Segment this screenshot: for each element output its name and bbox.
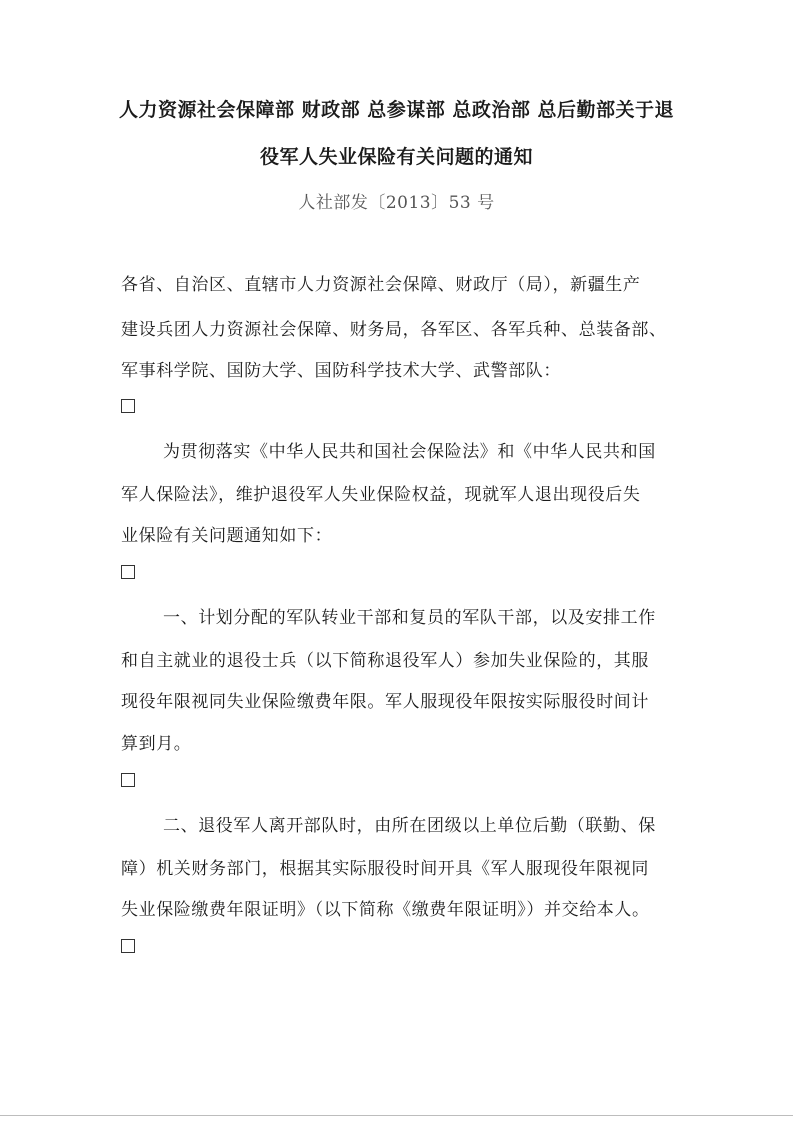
document-title-line-1: 人力资源社会保障部 财政部 总参谋部 总政治部 总后勤部关于退 bbox=[119, 99, 674, 121]
addressee-line-3: 军事科学院、国防大学、国防科学技术大学、武警部队： bbox=[121, 361, 561, 381]
intro-line-3: 业保险有关问题通知如下： bbox=[121, 526, 333, 546]
document-number: 人社部发〔2013〕53 号 bbox=[298, 193, 495, 213]
item2-line-1: 二、退役军人离开部队时，由所在团级以上单位后勤（联勤、保 bbox=[163, 816, 656, 836]
checkbox-placeholder-icon bbox=[121, 939, 135, 953]
checkbox-placeholder-icon bbox=[121, 565, 135, 579]
intro-line-2: 军人保险法》，维护退役军人失业保险权益，现就军人退出现役后失 bbox=[121, 485, 641, 505]
addressee-line-2: 建设兵团人力资源社会保障、财务局，各军区、各军兵种、总装备部、 bbox=[121, 320, 667, 340]
item1-line-4: 算到月。 bbox=[121, 734, 192, 754]
item1-line-3: 现役年限视同失业保险缴费年限。军人服现役年限按实际服役时间计 bbox=[121, 692, 649, 712]
page-bottom-rule bbox=[0, 1115, 793, 1116]
checkbox-placeholder-icon bbox=[121, 399, 135, 413]
item1-line-2: 和自主就业的退役士兵（以下简称退役军人）参加失业保险的，其服 bbox=[121, 651, 649, 671]
addressee-line-1: 各省、自治区、直辖市人力资源社会保障、财政厅（局），新疆生产 bbox=[121, 275, 641, 295]
item2-line-3: 失业保险缴费年限证明》（以下简称《缴费年限证明》）并交给本人。 bbox=[121, 900, 650, 920]
document-title-line-2: 役军人失业保险有关问题的通知 bbox=[259, 146, 533, 168]
item1-line-1: 一、计划分配的军队转业干部和复员的军队干部，以及安排工作 bbox=[163, 608, 656, 628]
item2-line-2: 障）机关财务部门，根据其实际服役时间开具《军人服现役年限视同 bbox=[121, 859, 649, 879]
intro-line-1: 为贯彻落实《中华人民共和国社会保险法》和《中华人民共和国 bbox=[163, 442, 656, 462]
checkbox-placeholder-icon bbox=[121, 773, 135, 787]
